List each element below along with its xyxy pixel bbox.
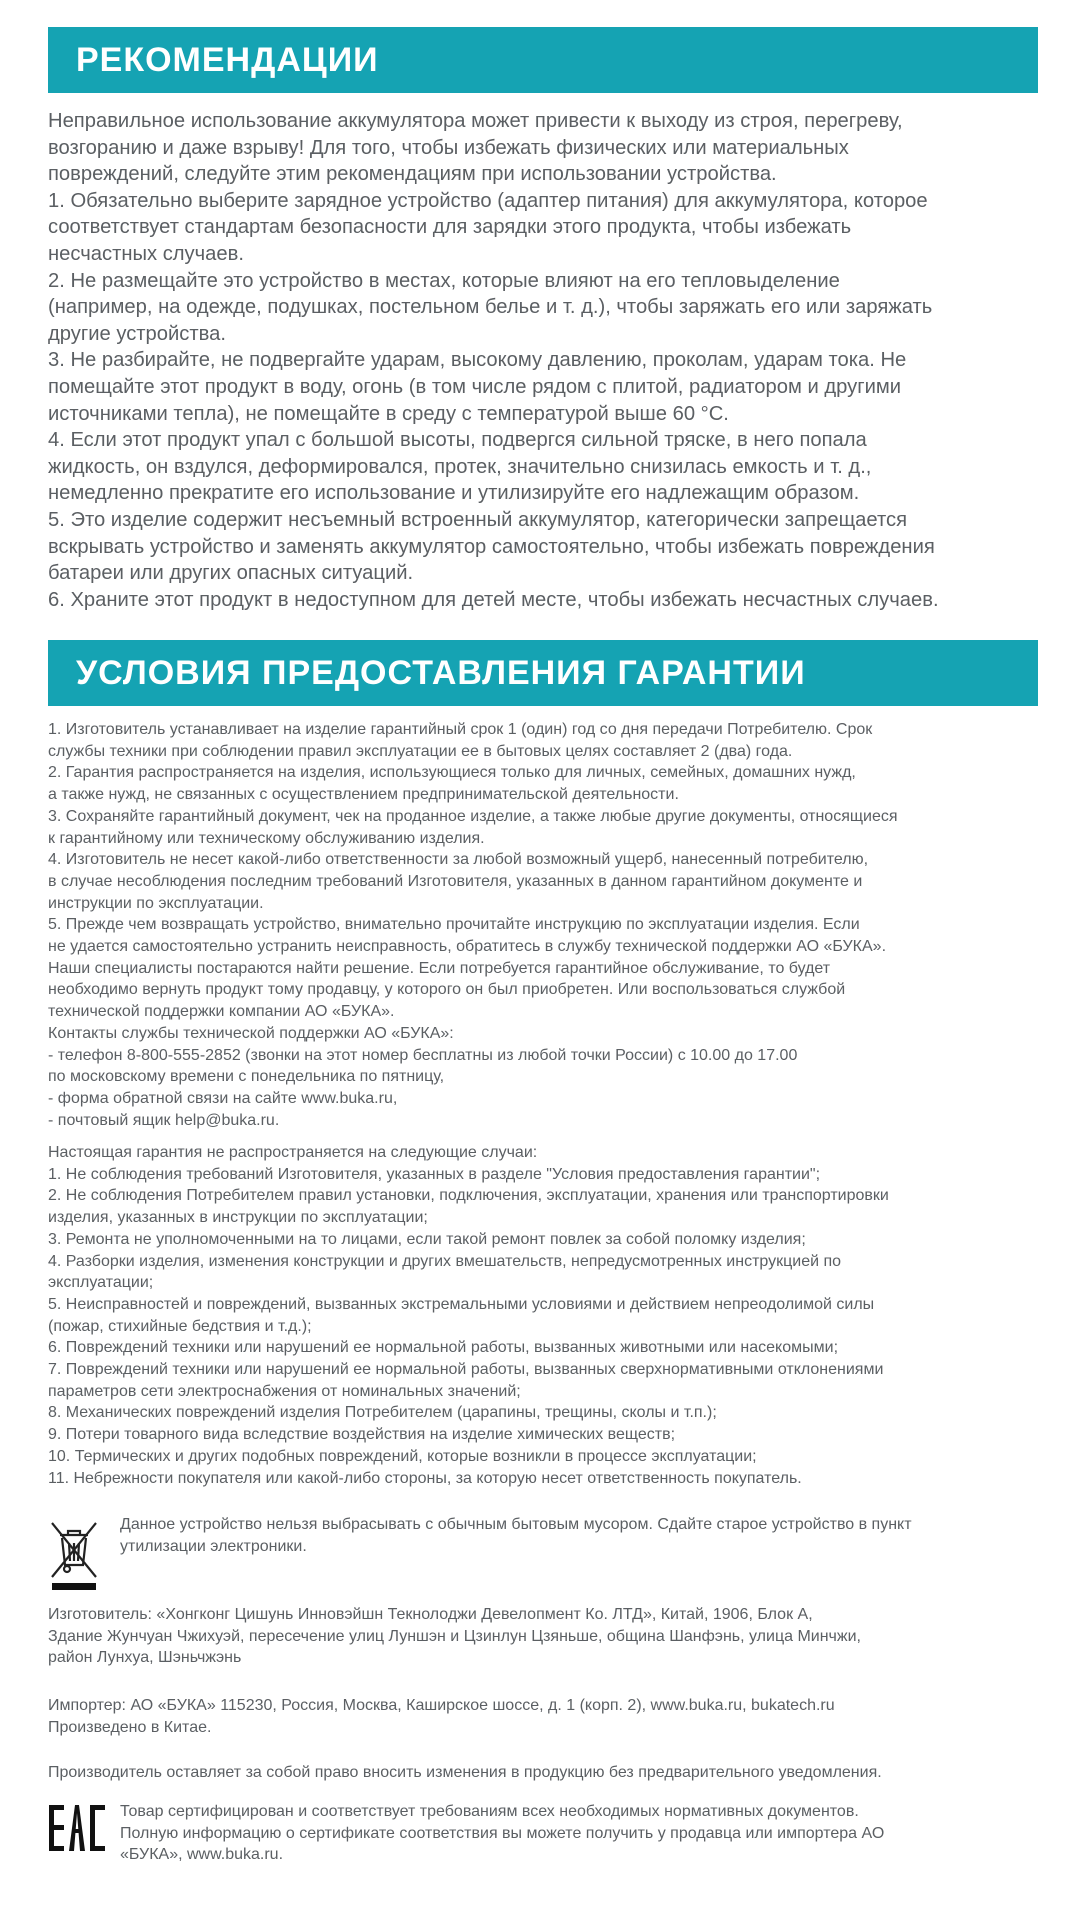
recommendation-line: вскрывать устройство и заменять аккумулятор самостоятельно, чтобы избежать повреждения [48,535,935,558]
warranty-line: а также нужд, не связанных с осуществлением предпринимательской деятельности. [48,786,679,804]
exclusion-line: 2. Не соблюдения Потребителем правил установки, подключения, эксплуатации, хранения или транспортировки [48,1187,889,1205]
exclusion-line: 8. Механических повреждений изделия Потребителем (царапины, трещины, сколы и т.п.); [48,1404,717,1422]
exclusion-line: 4. Разборки изделия, изменения конструкции и других вмешательств, непредусмотренных инструкцией по [48,1252,842,1270]
disposal-line: Данное устройство нельзя выбрасывать с обычным бытовым мусором. Сдайте старое устройство в пункт [120,1516,912,1533]
exclusion-line: 11. Небрежности покупателя или какой-либо стороны, за которую несет ответственность покупатель. [48,1469,802,1487]
rights-text [48,1762,1048,1784]
recommendations-title: РЕКОМЕНДАЦИИ [76,40,379,79]
exclusion-line: 7. Повреждений техники или нарушений ее нормальной работы, вызванных сверхнормативными отклонениями [48,1361,884,1379]
recommendation-line: (например, на одежде, подушках, постельном белье и т. д.), чтобы заряжать его или заряжать [48,296,933,319]
warranty-line: 4. Изготовитель не несет какой-либо ответственности за любой возможный ущерб, нанесенный потребителю, [48,851,869,869]
warranty-line: - почтовый ящик help@buka.ru. [48,1111,280,1129]
certification-line: Полную информацию о сертификате соответствия вы можете получить у продавца или импортера АО [120,1824,885,1842]
warranty-line: Наши специалисты постараются найти решение. Если потребуется гарантийное обслуживание, то будет [48,959,831,977]
warranty-line: необходимо вернуть продукт тому продавцу, у которого он был приобретен. Или воспользоваться службой [48,981,846,999]
recommendations-header [48,27,1038,93]
recommendation-line: 3. Не разбирайте, не подвергайте ударам, высокому давлению, проколам, ударам тока. Не [48,349,907,372]
exclusion-line: 9. Потери товарного вида вследствие воздействия на изделие химических веществ; [48,1426,676,1444]
exclusions-text [48,1142,1058,1489]
manufacturer-line: Здание Жунчуан Чжихуэй, пересечение улиц Луншэн и Цзинлун Цзяньше, община Шанфэнь, улица Минчжи, [48,1627,861,1645]
disposal-text [120,1514,1040,1557]
eac-mark-icon [48,1803,106,1853]
warranty-line: технической поддержки компании АО «БУКА». [48,1003,395,1021]
exclusion-line: 10. Термических и других подобных повреждений, которые возникли в процессе эксплуатации; [48,1447,757,1465]
warranty-title: УСЛОВИЯ ПРЕДОСТАВЛЕНИЯ ГАРАНТИИ [76,653,806,692]
warranty-line: 1. Изготовитель устанавливает на изделие гарантийный срок 1 (один) год со дня передачи Потребителю. Срок [48,721,873,738]
importer-line: Произведено в Китае. [48,1718,212,1736]
recommendation-line: немедленно прекратите его использование и утилизируйте его надлежащим образом. [48,482,860,505]
exclusion-line: 6. Повреждений техники или нарушений ее нормальной работы, вызванных животными или насекомыми; [48,1339,839,1357]
exclusion-line: Настоящая гарантия не распространяется на следующие случаи: [48,1144,538,1161]
certification-line: «БУКА», www.buka.ru. [120,1846,284,1864]
manufacturer-line: район Лунхуа, Шэньчжэнь [48,1649,242,1667]
warranty-line: Контакты службы технической поддержки АО «БУКА»: [48,1024,454,1042]
manufacturer-text [48,1604,1048,1669]
manufacturer-line: Изготовитель: «Хонгконг Цишунь Инновэйшн Текнолоджи Девелопмент Ко. ЛТД», Китай, 1906, Блок А, [48,1606,813,1623]
exclusion-line: эксплуатации; [48,1274,154,1292]
recommendation-line: батареи или других опасных ситуаций. [48,562,414,585]
recommendation-line: другие устройства. [48,322,226,345]
recommendation-line: Неправильное использование аккумулятора может привести к выходу из строя, перегреву, [48,110,903,132]
recommendation-line: 6. Храните этот продукт в недоступном для детей месте, чтобы избежать несчастных случаев. [48,588,939,611]
warranty-line: инструкции по эксплуатации. [48,894,264,912]
recommendation-line: повреждений, следуйте этим рекомендациям при использовании устройства. [48,163,777,186]
recommendation-line: помещайте этот продукт в воду, огонь (в том числе рядом с плитой, радиатором и другими [48,375,901,398]
recommendation-line: источниками тепла), не помещайте в среду с температурой выше 60 °С. [48,402,729,425]
recommendation-line: 4. Если этот продукт упал с большой высоты, подвергся сильной тряске, в него попала [48,429,867,452]
importer-line: Импортер: АО «БУКА» 115230, Россия, Москва, Каширское шоссе, д. 1 (корп. 2), www.buka.ru, bukatech.ru [48,1697,835,1714]
certification-text [120,1801,1020,1866]
certification-line: Товар сертифицирован и соответствует требованиям всех необходимых нормативных документов. [120,1803,859,1820]
recommendation-line: жидкость, он вздулся, деформировался, протек, значительно снизилась емкость и т. д., [48,455,872,478]
exclusion-line: изделия, указанных в инструкции по эксплуатации; [48,1209,428,1227]
disposal-line: утилизации электроники. [120,1537,307,1555]
warranty-line: не удается самостоятельно устранить неисправность, обратитесь в службу технической поддержки АО «БУКА». [48,938,887,956]
recommendation-line: 5. Это изделие содержит несъемный встроенный аккумулятор, категорически запрещается [48,508,908,531]
warranty-line: - форма обратной связи на сайте www.buka.ru, [48,1089,398,1107]
recommendation-line: 2. Не размещайте это устройство в местах, которые влияют на его тепловыделение [48,269,840,292]
importer-text [48,1695,1048,1738]
warranty-line: 2. Гарантия распространяется на изделия, использующиеся только для личных, семейных, домашних нужд, [48,764,856,782]
warranty-header [48,640,1038,706]
exclusion-line: 1. Не соблюдения требований Изготовителя, указанных в разделе "Условия предоставления гарантии"; [48,1165,821,1183]
recommendations-text [48,108,1048,613]
exclusion-line: параметров сети электроснабжения от номинальных значений; [48,1382,521,1400]
recommendation-line: несчастных случаев. [48,242,244,265]
exclusion-line: 5. Неисправностей и повреждений, вызванных экстремальными условиями и действием непреодолимой силы [48,1295,875,1313]
warranty-line: - телефон 8-800-555-2852 (звонки на этот номер бесплатны из любой точки России) с 10.00 до 17.00 [48,1046,798,1064]
exclusion-line: (пожар, стихийные бедствия и т.д.); [48,1317,312,1335]
warranty-line: к гарантийному или техническому обслуживанию изделия. [48,829,485,847]
crossed-out-wheelie-bin-icon [48,1517,100,1591]
warranty-line: 5. Прежде чем возвращать устройство, внимательно прочитайте инструкцию по эксплуатации изделия. Если [48,916,860,934]
warranty-line: в случае несоблюдения последним требований Изготовителя, указанных в данном гарантийном документе и [48,872,863,890]
recommendation-line: 1. Обязательно выберите зарядное устройство (адаптер питания) для аккумулятора, которое [48,189,928,212]
warranty-line: 3. Сохраняйте гарантийный документ, чек на проданное изделие, а также любые другие документы, относящиеся [48,807,898,825]
warranty-line: по московскому времени с понедельника по пятницу, [48,1068,445,1086]
recommendation-line: возгоранию и даже взрыву! Для того, чтобы избежать физических или материальных [48,136,849,159]
rights-line: Производитель оставляет за собой право вносить изменения в продукцию без предварительного уведомления. [48,1764,882,1781]
recommendation-line: соответствует стандартам безопасности для зарядки этого продукта, чтобы избежать [48,216,852,239]
warranty-line: службы техники при соблюдении правил эксплуатации ее в бытовых целях составляет 2 (два) года. [48,742,793,760]
warranty-text [48,719,1058,1131]
exclusion-line: 3. Ремонта не уполномоченными на то лицами, если такой ремонт повлек за собой поломку изделия; [48,1230,806,1248]
